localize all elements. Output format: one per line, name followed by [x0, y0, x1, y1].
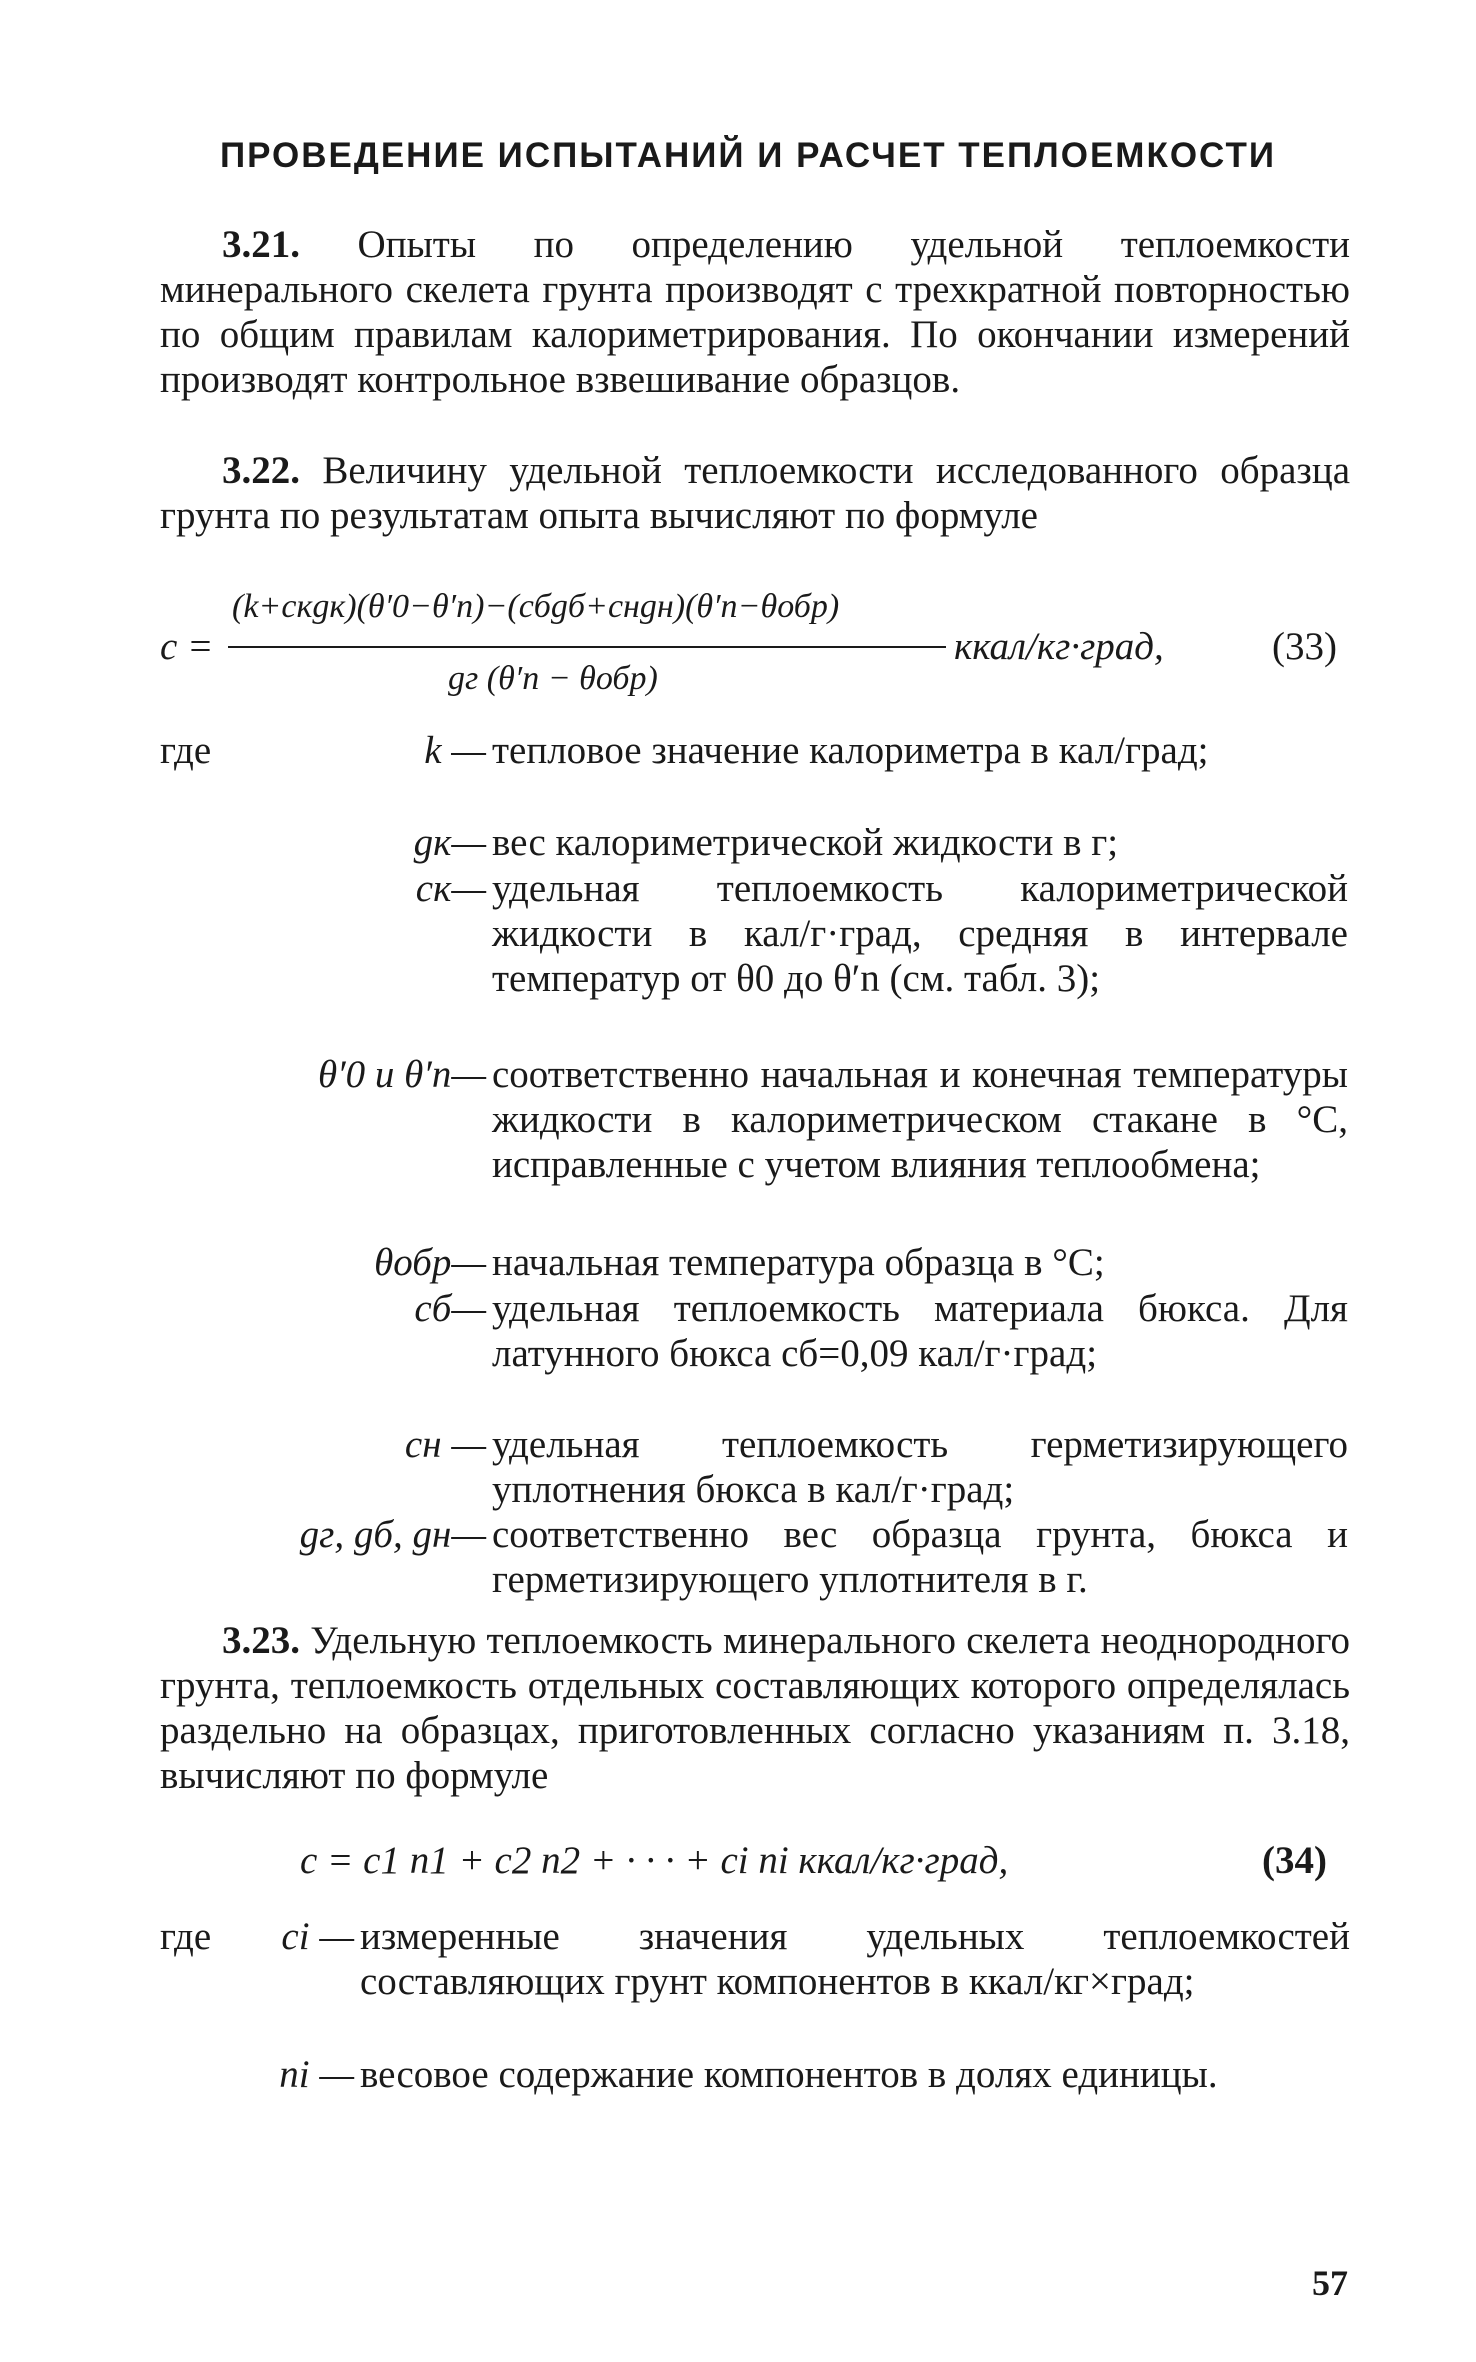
paragraph-3-22 — [160, 448, 1350, 538]
paragraph-number: 3.21. — [222, 223, 300, 266]
definition-symbol: cк— — [415, 867, 486, 910]
definition-text: удельная теплоемкость материала бюкса. Для латунного бюкса cб=0,09 кал/г·град; — [492, 1287, 1348, 1375]
definition-symbol: k — — [424, 729, 486, 772]
equation-number: (34) — [1262, 1839, 1327, 1882]
definition-text: тепловое значение калориметра в кал/град; — [492, 729, 1209, 772]
page-number: 57 — [1312, 2263, 1348, 2303]
paragraph-number: 3.23. — [222, 1619, 300, 1662]
definition-symbol: cн — — [404, 1423, 486, 1466]
definition-text: соответственно вес образца грунта, бюкса и герметизирующего уплотнителя в г. — [492, 1513, 1348, 1601]
definition-text: весовое содержание компонентов в долях единицы. — [360, 2053, 1218, 2096]
definition-symbol: ni — — [279, 2053, 354, 2096]
definition-text: удельная теплоемкость калориметрической жидкости в кал/г·град, средняя в интервале температур от θ0 до θ′n (см. табл. 3); — [492, 867, 1348, 1000]
definition-text: удельная теплоемкость герметизирующего уплотнения бюкса в кал/г·град; — [492, 1423, 1348, 1511]
paragraph-3-23 — [160, 1618, 1350, 1798]
paragraph-text: Удельную теплоемкость минерального скелета неоднородного грунта, теплоемкость отдельных составляющих которого определялась раздельно на образцах, приготовленных согласно указаниям п. 3.18, вычисляют по формуле — [160, 1619, 1350, 1797]
definition-symbol: cб— — [414, 1287, 486, 1330]
formula-denominator: gг (θ′n − θобр) — [448, 660, 658, 697]
paragraph-text: Величину удельной теплоемкости исследованного образца грунта по результатам опыта вычисляют по формуле — [160, 449, 1351, 537]
paragraph-number: 3.22. — [222, 449, 300, 492]
definition-symbol: gг, gб, gн— — [299, 1513, 486, 1556]
definition-symbol: gк— — [413, 821, 486, 864]
where-label: где — [160, 1915, 212, 1958]
definition-symbol: θ′0 и θ′n— — [317, 1053, 486, 1096]
where-label: где — [160, 729, 212, 772]
definition-symbol: θобр— — [374, 1241, 486, 1284]
section-heading: ПРОВЕДЕНИЕ ИСПЫТАНИЙ И РАСЧЕТ ТЕПЛОЕМКОСТИ — [220, 136, 1276, 175]
paragraph-3-21 — [160, 222, 1350, 402]
definition-text: соответственно начальная и конечная температуры жидкости в калориметрическом стакане в °С, исправленные с учетом влияния теплообмена; — [492, 1053, 1348, 1186]
definition-text: начальная температура образца в °С; — [492, 1241, 1105, 1284]
paragraph-text: Опыты по определению удельной теплоемкости минерального скелета грунта производят с трехкратной повторностью по общим правилам калориметрирования. По окончании измерений производят контрольное взвешивание образцов. — [160, 223, 1351, 401]
formula-expression: c = c1 n1 + c2 n2 + · · · + ci ni ккал/кг·град, — [300, 1839, 1009, 1882]
formula-unit: ккал/кг·град, — [954, 625, 1164, 668]
equation-number: (33) — [1272, 625, 1337, 668]
definition-text: измеренные значения удельных теплоемкостей составляющих грунт компонентов в ккал/кг×град; — [360, 1915, 1350, 2003]
formula-numerator: (k+cкgк)(θ′0−θ′n)−(cбgб+cнgн)(θ′n−θобр) — [232, 588, 840, 625]
fraction-bar — [228, 646, 946, 648]
formula-lhs: c = — [160, 625, 214, 668]
definition-text: вес калориметрической жидкости в г; — [492, 821, 1119, 864]
definition-symbol: ci — — [281, 1915, 354, 1958]
